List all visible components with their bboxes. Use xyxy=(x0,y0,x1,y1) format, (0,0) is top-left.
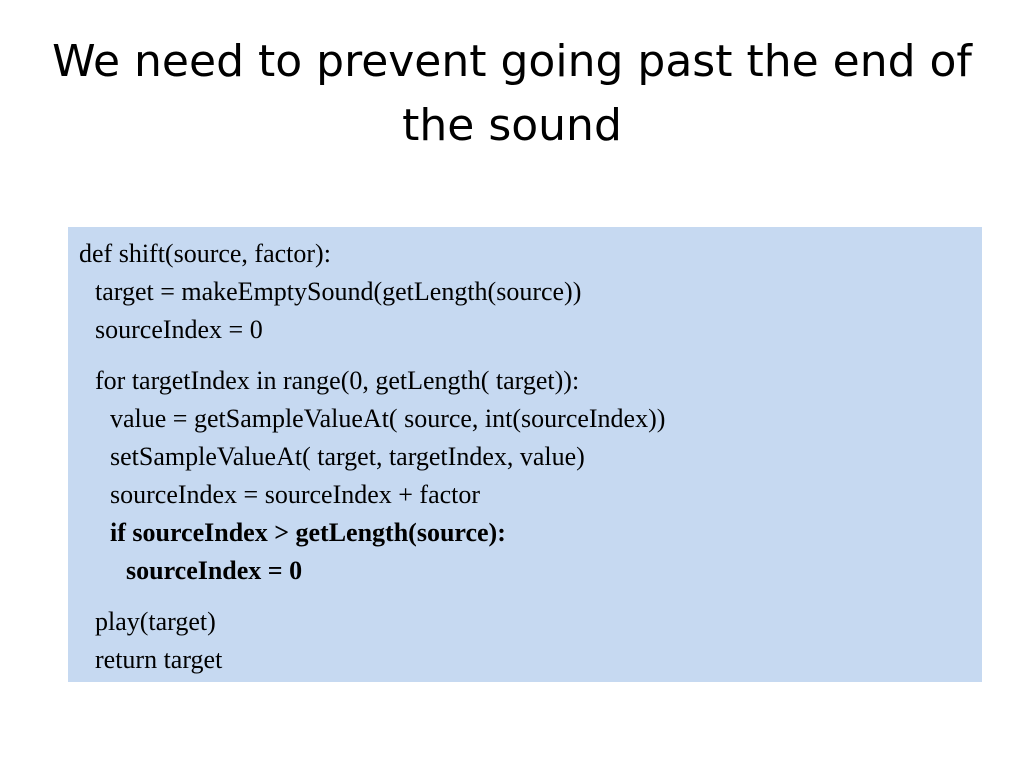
code-line: sourceIndex = sourceIndex + factor xyxy=(110,480,481,509)
code-line: sourceIndex = 0 xyxy=(95,315,263,344)
code-line: def shift(source, factor): xyxy=(79,239,331,268)
slide-title: We need to prevent going past the end of the sound xyxy=(52,36,972,151)
code-line: target = makeEmptySound(getLength(source)) xyxy=(95,277,582,306)
code-line: value = getSampleValueAt( source, int(sourceIndex)) xyxy=(110,404,666,433)
code-line: for targetIndex in range(0, getLength( target)): xyxy=(95,366,580,395)
code-block xyxy=(68,227,982,682)
code-line: play(target) xyxy=(95,607,216,636)
code-line-highlighted: if sourceIndex > getLength(source): xyxy=(110,518,506,547)
code-line-highlighted: sourceIndex = 0 xyxy=(126,556,303,585)
code-line: return target xyxy=(95,645,223,674)
code-line: setSampleValueAt( target, targetIndex, value) xyxy=(110,442,585,471)
